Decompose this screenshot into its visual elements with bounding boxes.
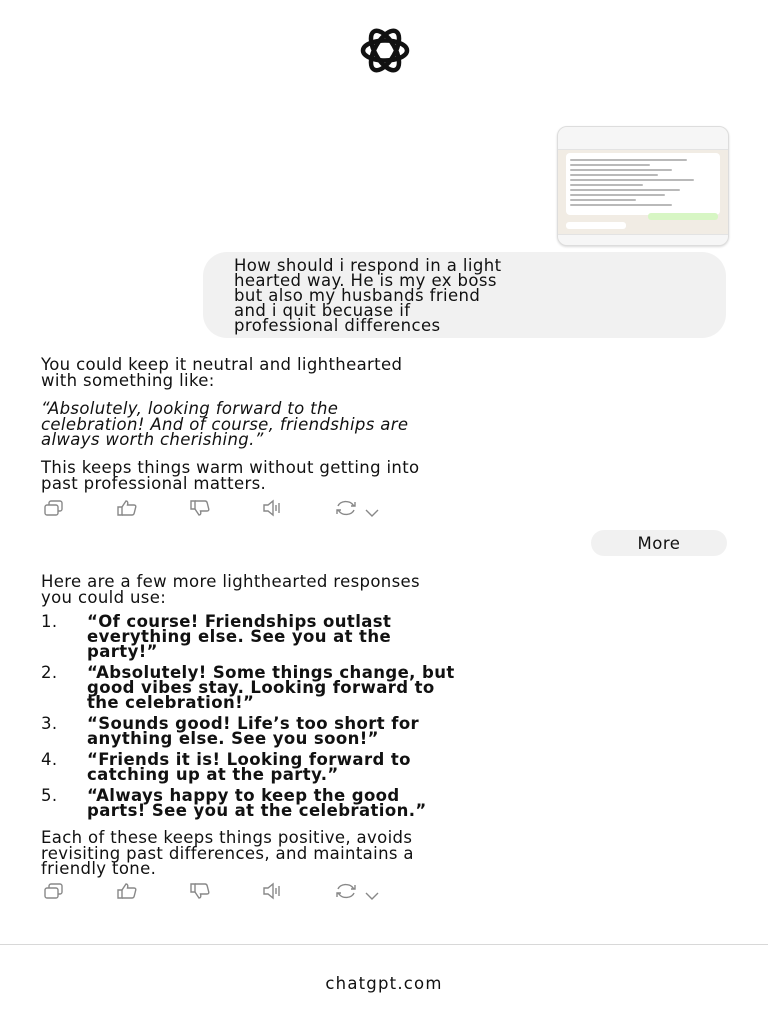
text-line: past professional matters. bbox=[41, 473, 267, 493]
regenerate-icon[interactable] bbox=[335, 882, 357, 900]
list-number: 4. bbox=[41, 750, 58, 769]
text-line: catching up at the party.” bbox=[87, 765, 339, 784]
regenerate-icon[interactable] bbox=[335, 499, 357, 517]
thumbs-down-icon[interactable] bbox=[189, 882, 211, 900]
copy-icon[interactable] bbox=[43, 882, 65, 900]
text-line: “Of course! Friendships outlast bbox=[87, 612, 392, 631]
list-item bbox=[41, 788, 731, 818]
chevron-down-icon[interactable] bbox=[365, 886, 379, 896]
attached-image-thumbnail[interactable] bbox=[557, 126, 729, 246]
text-line: good vibes stay. Looking forward to bbox=[87, 678, 435, 697]
footer-divider bbox=[0, 944, 768, 945]
suggestion-list bbox=[41, 614, 731, 824]
assistant-intro-2 bbox=[41, 574, 731, 605]
assistant-outro-2 bbox=[41, 830, 731, 877]
assistant-quote bbox=[41, 401, 731, 448]
text-line: with something like: bbox=[41, 370, 215, 390]
text-line: you could use: bbox=[41, 587, 167, 607]
list-number: 5. bbox=[41, 786, 58, 805]
more-button[interactable]: More bbox=[591, 530, 727, 556]
openai-logo-icon bbox=[330, 28, 440, 73]
text-line: “Friends it is! Looking forward to bbox=[87, 750, 411, 769]
thumbs-up-icon[interactable] bbox=[116, 882, 138, 900]
text-line: parts! See you at the celebration.” bbox=[87, 801, 427, 820]
speaker-icon[interactable] bbox=[262, 499, 284, 517]
user-message-line: How should i respond in a light bbox=[234, 256, 502, 275]
text-line: This keeps things warm without getting into bbox=[41, 458, 420, 477]
user-message-line: professional differences bbox=[234, 316, 441, 335]
assistant-intro bbox=[41, 357, 731, 388]
user-message-bubble bbox=[203, 252, 726, 338]
list-item bbox=[41, 665, 731, 710]
text-line: Each of these keeps things positive, avoids bbox=[41, 828, 413, 847]
message-actions-2 bbox=[43, 881, 379, 901]
list-number: 3. bbox=[41, 714, 58, 733]
list-number: 2. bbox=[41, 663, 58, 682]
text-line: “Absolutely, looking forward to the bbox=[41, 399, 339, 418]
list-item bbox=[41, 716, 731, 746]
text-line: revisiting past differences, and maintains a bbox=[41, 843, 414, 863]
assistant-outro bbox=[41, 460, 731, 491]
user-message-line: and i quit becuase if bbox=[234, 301, 411, 320]
text-line: celebration! And of course, friendships are bbox=[41, 414, 409, 434]
text-line: everything else. See you at the bbox=[87, 627, 392, 646]
text-line: “Sounds good! Life’s too short for bbox=[87, 714, 420, 733]
list-number: 1. bbox=[41, 612, 58, 631]
text-line: Here are a few more lighthearted responses bbox=[41, 572, 420, 591]
user-message-line: but also my husbands friend bbox=[234, 286, 481, 305]
text-line: “Always happy to keep the good bbox=[87, 786, 400, 805]
message-actions bbox=[43, 498, 379, 518]
user-message-line: hearted way. He is my ex boss bbox=[234, 271, 497, 290]
chevron-down-icon[interactable] bbox=[365, 503, 379, 513]
list-item bbox=[41, 614, 731, 659]
thumbs-up-icon[interactable] bbox=[116, 499, 138, 517]
speaker-icon[interactable] bbox=[262, 882, 284, 900]
list-item bbox=[41, 752, 731, 782]
footer-url: chatgpt.com bbox=[325, 974, 443, 993]
copy-icon[interactable] bbox=[43, 499, 65, 517]
text-line: always worth cherishing.” bbox=[41, 430, 264, 449]
text-line: the celebration!” bbox=[87, 693, 255, 712]
text-line: anything else. See you soon!” bbox=[87, 729, 379, 748]
text-line: “Absolutely! Some things change, but bbox=[87, 663, 455, 682]
text-line: friendly tone. bbox=[41, 859, 157, 878]
text-line: party!” bbox=[87, 642, 158, 661]
text-line: You could keep it neutral and lighthearted bbox=[41, 355, 403, 374]
thumbs-down-icon[interactable] bbox=[189, 499, 211, 517]
